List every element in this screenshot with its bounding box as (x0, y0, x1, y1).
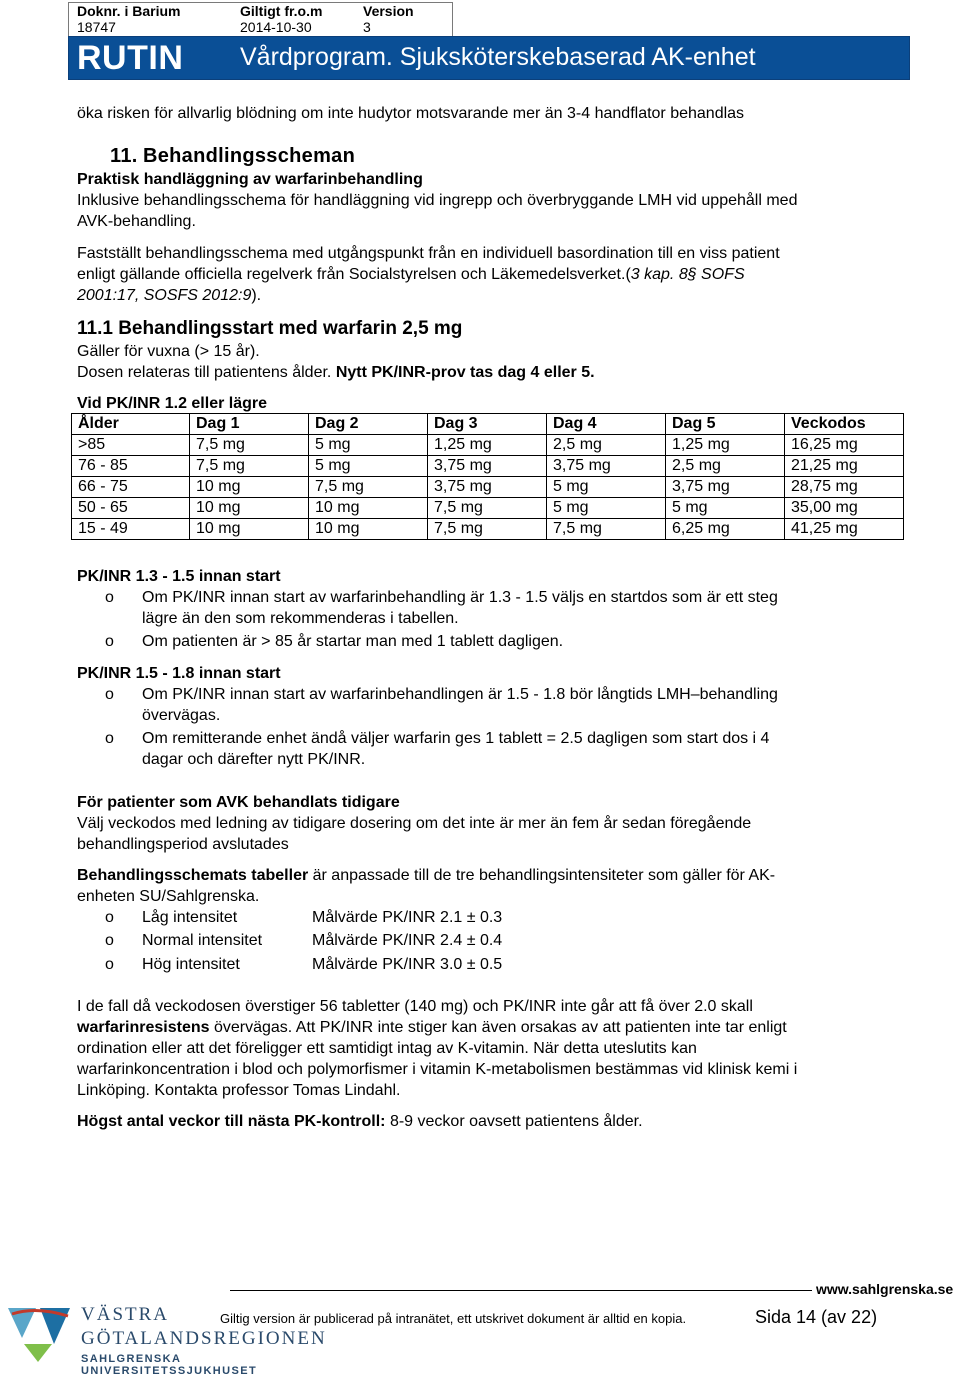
table-cell: 50 - 65 (72, 498, 190, 519)
table-title: Vid PK/INR 1.2 eller lägre (77, 395, 268, 412)
resistance-term: warfarinresistens (77, 1019, 210, 1036)
valid-from-label: Giltigt fr.o.m (240, 3, 323, 19)
table-cell: 76 - 85 (72, 456, 190, 477)
table-cell: 7,5 mg (190, 456, 309, 477)
table-cell: 10 mg (309, 519, 428, 540)
header-day4: Dag 4 (547, 414, 666, 435)
table-cell: 6,25 mg (666, 519, 785, 540)
table-cell: 10 mg (309, 498, 428, 519)
para2-end: ). (251, 287, 262, 304)
list-item-line: Om remitterande enhet ändå väljer warfarin ges 1 tablett = 2.5 dagligen som start dos i 4 (142, 730, 770, 747)
subsection-heading: 11.1 Behandlingsstart med warfarin 2,5 mg (77, 318, 463, 339)
table-cell: 1,25 mg (666, 435, 785, 456)
section-title: Behandlingsscheman (143, 145, 356, 167)
table-cell: 5 mg (547, 498, 666, 519)
header-weekly-dose: Veckodos (785, 414, 904, 435)
intensity-target: Målvärde PK/INR 2.1 ± 0.3 (312, 909, 503, 926)
dosing-table (71, 413, 904, 540)
bullet-marker: o (105, 686, 114, 703)
section-heading (110, 145, 355, 168)
logo-text-hospital: SAHLGRENSKA UNIVERSITETSSJUKHUSET (81, 1353, 258, 1377)
table-cell: 21,25 mg (785, 456, 904, 477)
table-cell: 7,5 mg (309, 477, 428, 498)
page-number: Sida 14 (av 22) (755, 1307, 878, 1327)
header-day5: Dag 5 (666, 414, 785, 435)
website-link[interactable]: www.sahlgrenska.se (816, 1281, 954, 1297)
table-cell: 1,25 mg (428, 435, 547, 456)
list-item-text: Om patienten är > 85 år startar man med 1 tablett dagligen. (142, 633, 564, 650)
header-day1: Dag 1 (190, 414, 309, 435)
new-inr-test-note: Nytt PK/INR-prov tas dag 4 eller 5. (335, 364, 595, 381)
table-cell: >85 (72, 435, 190, 456)
table-row (72, 498, 904, 519)
intensity-name: Hög intensitet (142, 956, 240, 973)
list-item-line: dagar och därefter nytt PK/INR. (142, 751, 366, 768)
table-header-row (72, 414, 904, 435)
intro-line: öka risken för allvarlig blödning om inte hudytor motsvarande mer än 3-4 handflator behandlas (77, 105, 745, 122)
table-cell: 7,5 mg (190, 435, 309, 456)
table-cell: 15 - 49 (72, 519, 190, 540)
pk-1-3-heading: PK/INR 1.3 - 1.5 innan start (77, 568, 281, 585)
bullet-marker: o (105, 633, 114, 650)
header-day3: Dag 3 (428, 414, 547, 435)
max-weeks-label: Högst antal veckor till nästa PK-kontroll: (77, 1113, 386, 1130)
table-cell: 7,5 mg (428, 498, 547, 519)
table-cell: 5 mg (309, 456, 428, 477)
bullet-marker: o (105, 589, 114, 606)
doknr-value: 18747 (77, 19, 116, 35)
bullet-marker: o (105, 956, 114, 973)
list-item-text (142, 684, 872, 726)
resistance-line1: I de fall då veckodosen överstiger 56 tabletter (140 mg) och PK/INR inte går att få över 2.0 skall (77, 998, 753, 1015)
logo-text-region: GÖTALANDSREGIONEN (81, 1328, 327, 1349)
table-cell: 66 - 75 (72, 477, 190, 498)
intensity-name: Låg intensitet (142, 909, 238, 926)
document-title: Vårdprogram. Sjuksköterskebaserad AK-enhet (240, 43, 756, 71)
table-cell: 28,75 mg (785, 477, 904, 498)
table-cell: 16,25 mg (785, 435, 904, 456)
list-item-text (142, 728, 872, 770)
section-para1-line1: Inklusive behandlingsschema för handläggning vid ingrepp och överbryggande LMH vid uppehåll med (77, 192, 798, 209)
list-item-text (142, 587, 872, 629)
table-cell: 41,25 mg (785, 519, 904, 540)
pk-1-5-heading: PK/INR 1.5 - 1.8 innan start (77, 665, 281, 682)
bullet-marker: o (105, 730, 114, 747)
vgr-logo-icon (6, 1304, 72, 1364)
section-number: 11. (110, 145, 138, 167)
table-row (72, 435, 904, 456)
footer-divider (230, 1290, 812, 1291)
prior-avk-line1: Välj veckodos med ledning av tidigare dosering om det inte är mer än fem år sedan föregående (77, 815, 752, 832)
subsection-line2 (77, 362, 897, 383)
bullet-marker: o (105, 932, 114, 949)
section-para2-line1: Fastställt behandlingsschema med utgångspunkt från en individuell basordination till en viss patient (77, 245, 780, 262)
table-row (72, 477, 904, 498)
section-subtitle: Praktisk handläggning av warfarinbehandling (77, 171, 423, 188)
version-label: Version (363, 3, 414, 19)
list-item-line: övervägas. (142, 707, 221, 724)
section-para1-line2: AVK-behandling. (77, 213, 196, 230)
section-para2-line3 (77, 285, 897, 306)
para2-text: enligt gällande officiella regelverk från Socialstyrelsen och Läkemedelsverket.( (77, 266, 631, 283)
subsection-line1: Gäller för vuxna (> 15 år). (77, 343, 260, 360)
resistance-line3: ordination eller att det föreligger ett samtidigt intag av K-vitamin. När detta uteslutits kan (77, 1040, 697, 1057)
table-cell: 3,75 mg (547, 456, 666, 477)
resistance-line5: Linköping. Kontakta professor Tomas Lindahl. (77, 1082, 401, 1099)
table-cell: 35,00 mg (785, 498, 904, 519)
version-value: 3 (363, 19, 371, 35)
valid-from-value: 2014-10-30 (240, 19, 312, 35)
table-cell: 10 mg (190, 498, 309, 519)
table-cell: 10 mg (190, 477, 309, 498)
tables-note-line2: enheten SU/Sahlgrenska. (77, 888, 260, 905)
document-meta-box (68, 2, 453, 38)
footer-validity-note: Giltig version är publicerad på intranätet, ett utskrivet dokument är alltid en kopia. (220, 1311, 687, 1326)
header-age: Ålder (72, 414, 190, 435)
document-type: RUTIN (77, 39, 184, 77)
table-cell: 3,75 mg (666, 477, 785, 498)
resistance-text: övervägas. Att PK/INR inte stiger kan även orsakas av att patienten inte tar enligt (209, 1019, 787, 1036)
table-row (72, 456, 904, 477)
table-cell: 7,5 mg (547, 519, 666, 540)
tables-note-line1 (77, 865, 897, 886)
table-cell: 2,5 mg (547, 435, 666, 456)
intensity-name: Normal intensitet (142, 932, 263, 949)
list-item-line: lägre än den som rekommenderas i tabellen. (142, 610, 459, 627)
tables-note-text: är anpassade till de tre behandlingsintensiteter som gäller för AK- (308, 867, 776, 884)
table-cell: 10 mg (190, 519, 309, 540)
table-cell: 5 mg (309, 435, 428, 456)
prior-avk-line2: behandlingsperiod avslutades (77, 836, 289, 853)
header-day2: Dag 2 (309, 414, 428, 435)
table-cell: 5 mg (547, 477, 666, 498)
tables-note-bold: Behandlingsschemats tabeller (77, 867, 309, 884)
table-row (72, 519, 904, 540)
resistance-line2 (77, 1017, 897, 1038)
list-item-line: Om PK/INR innan start av warfarinbehandling är 1.3 - 1.5 väljs en startdos som är ett steg (142, 589, 778, 606)
prior-avk-heading: För patienter som AVK behandlats tidigare (77, 794, 400, 811)
doknr-label: Doknr. i Barium (77, 3, 181, 19)
table-cell: 5 mg (666, 498, 785, 519)
bullet-marker: o (105, 909, 114, 926)
max-weeks-line (77, 1111, 897, 1132)
intensity-target: Målvärde PK/INR 3.0 ± 0.5 (312, 956, 503, 973)
table-cell: 7,5 mg (428, 519, 547, 540)
dose-relation-text: Dosen relateras till patientens ålder. (77, 364, 332, 381)
table-cell: 3,75 mg (428, 477, 547, 498)
resistance-line4: warfarinkoncentration i blod och polymorfismer i vitamin K-metabolismen bestämmas vid klinisk kemi i (77, 1061, 798, 1078)
legal-reference-2: 2001:17, SOSFS 2012:9 (77, 287, 252, 304)
max-weeks-text: 8-9 veckor oavsett patientens ålder. (385, 1113, 643, 1130)
table-cell: 3,75 mg (428, 456, 547, 477)
logo-text-vastra: VÄSTRA (81, 1304, 170, 1325)
intensity-target: Målvärde PK/INR 2.4 ± 0.4 (312, 932, 503, 949)
vgr-logo (6, 1302, 356, 1377)
list-item-line: Om PK/INR innan start av warfarinbehandlingen är 1.5 - 1.8 bör långtids LMH–behandling (142, 686, 778, 703)
table-cell: 2,5 mg (666, 456, 785, 477)
document-title-band (68, 36, 910, 80)
legal-reference-1: 3 kap. 8§ SOFS (630, 266, 745, 283)
section-para2-line2 (77, 264, 897, 285)
